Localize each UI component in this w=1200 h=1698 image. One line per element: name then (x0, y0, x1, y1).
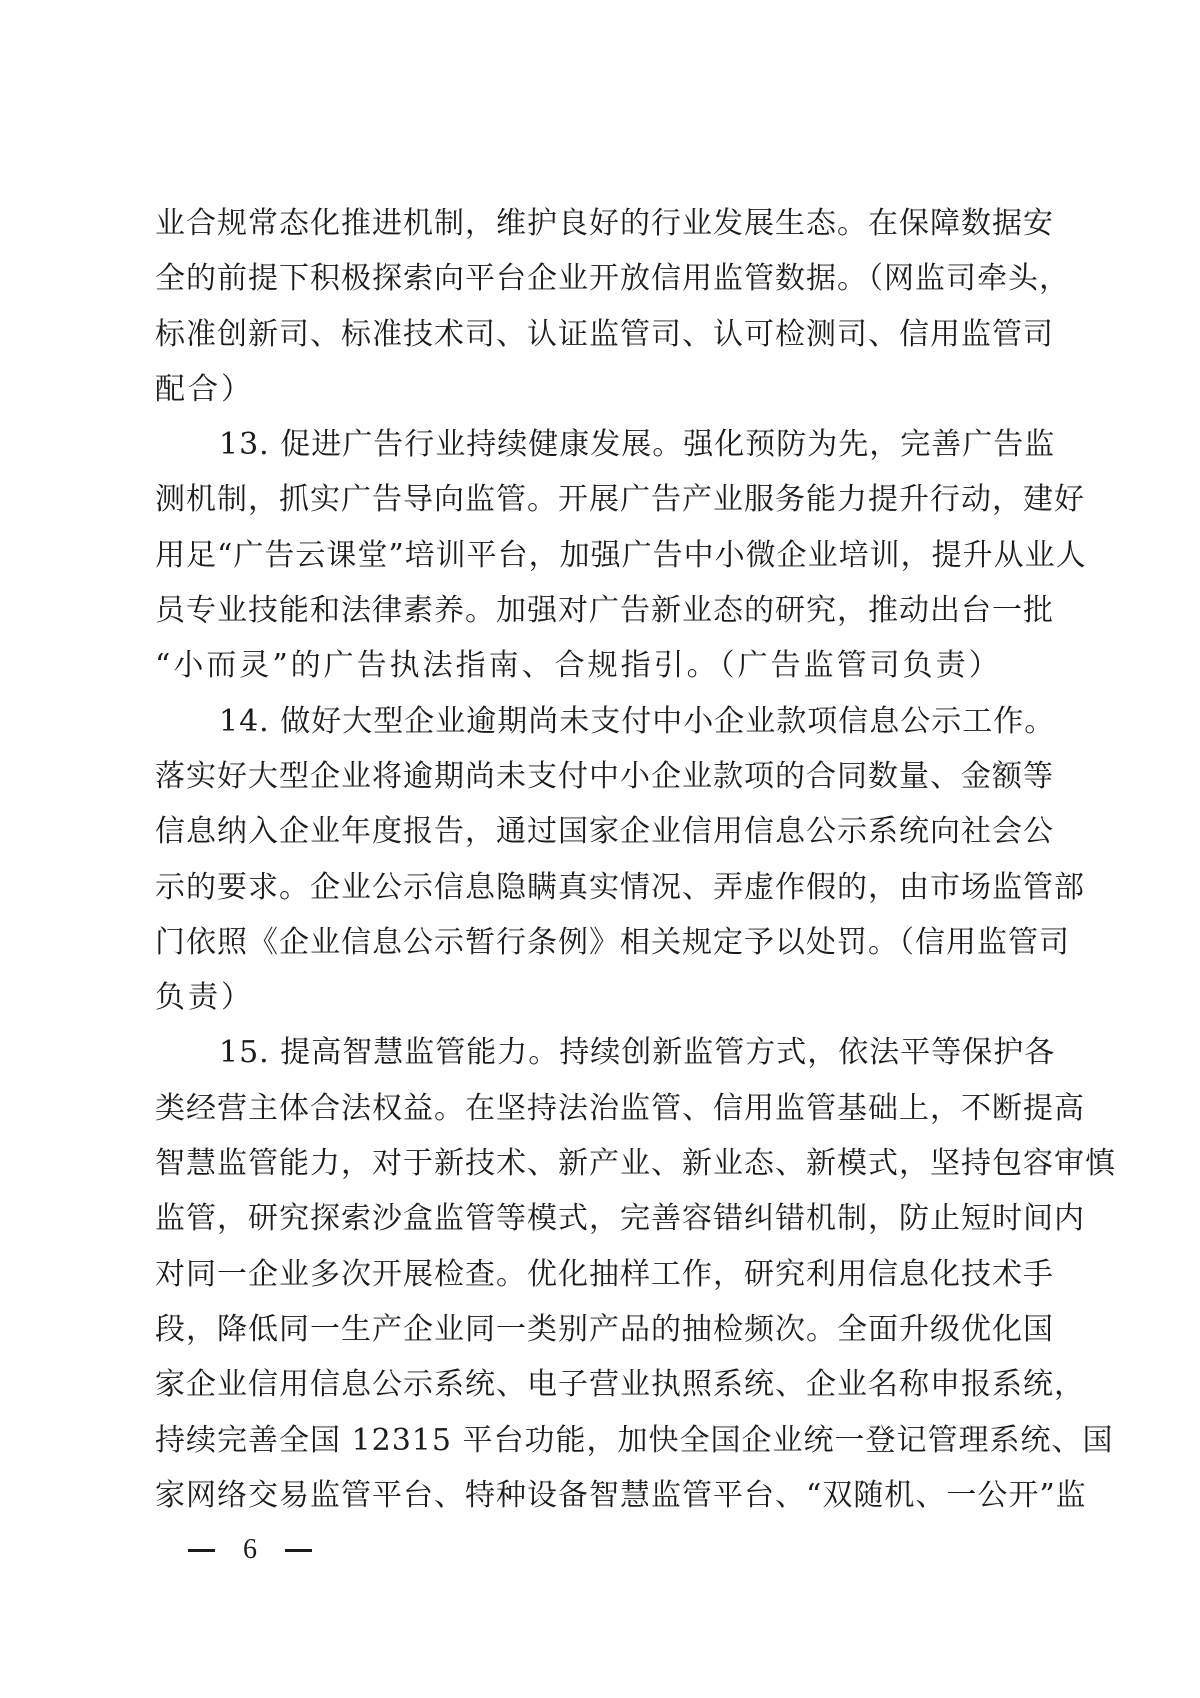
text-line: 全的前提下积极探索向平台企业开放信用监管数据。（网监司牵头， (155, 261, 1070, 297)
text-line: 用足“广告云课堂”培训平台，加强广告中小微企业培训，提升从业人 (155, 537, 1087, 573)
paragraph-13 (155, 421, 1087, 697)
text-line: 示的要求。企业公示信息隐瞒真实情况、弄虚作假的，由市场监管部 (155, 869, 1085, 905)
text-line: 类经营主体合法权益。在坚持法治监管、信用监管基础上，不断提高 (155, 1090, 1085, 1126)
text-line: 对同一企业多次开展检查。优化抽样工作，研究利用信息化技术手 (155, 1256, 1054, 1292)
text-line: 标准创新司、标准技术司、认证监管司、认可检测司、信用监管司 (155, 316, 1054, 352)
page-number: 6 (243, 1534, 257, 1565)
paragraph-heading-line: 13. 促进广告行业持续健康发展。强化预防为先，完善广告监 (219, 427, 1056, 463)
text-line: 业合规常态化推进机制，维护良好的行业发展生态。在保障数据安 (155, 206, 1054, 241)
text-line: 信息纳入企业年度报告，通过国家企业信用信息公示系统向社会公 (155, 814, 1054, 850)
text-line: 测机制，抓实广告导向监管。开展广告产业服务能力提升行动，建好 (155, 482, 1085, 518)
right-dash (285, 1549, 312, 1552)
text-line: “小而灵”的广告执法指南、合规指引。（广告监管司负责） (155, 648, 1002, 684)
text-line: 家网络交易监管平台、特种设备智慧监管平台、“双随机、一公开”监 (155, 1477, 1087, 1513)
paragraph-heading-line: 15. 提高智慧监管能力。持续创新监管方式，依法平等保护各 (219, 1035, 1056, 1071)
text-line: 员专业技能和法律素养。加强对广告新业态的研究，推动出台一批 (155, 593, 1054, 629)
text-line: 智慧监管能力，对于新技术、新产业、新业态、新模式，坚持包容审慎 (155, 1146, 1116, 1182)
left-dash (188, 1549, 215, 1552)
text-line: 配合） (155, 371, 254, 407)
text-line: 门依照《企业信息公示暂行条例》相关规定予以处罚。（信用监管司 (155, 924, 1070, 960)
paragraph-12-continuation (155, 200, 1070, 421)
body-text (155, 200, 1116, 1527)
text-line: 家企业信用信息公示系统、电子营业执照系统、企业名称申报系统， (155, 1367, 1085, 1403)
paragraph-14 (155, 698, 1085, 1030)
text-line: 负责） (155, 980, 254, 1016)
text-line: 持续完善全国 12315 平台功能，加快全国企业统一登记管理系统、国 (155, 1422, 1114, 1458)
text-line: 段，降低同一生产企业同一类别产品的抽检频次。全面升级优化国 (155, 1311, 1054, 1347)
paragraph-15 (155, 1029, 1116, 1527)
paragraph-heading-line: 14. 做好大型企业逾期尚未支付中小企业款项信息公示工作。 (219, 703, 1056, 739)
text-line: 监管，研究探索沙盒监管等模式，完善容错纠错机制，防止短时间内 (155, 1201, 1085, 1237)
page-footer (188, 1530, 312, 1570)
text-line: 落实好大型企业将逾期尚未支付中小企业款项的合同数量、金额等 (155, 758, 1054, 794)
